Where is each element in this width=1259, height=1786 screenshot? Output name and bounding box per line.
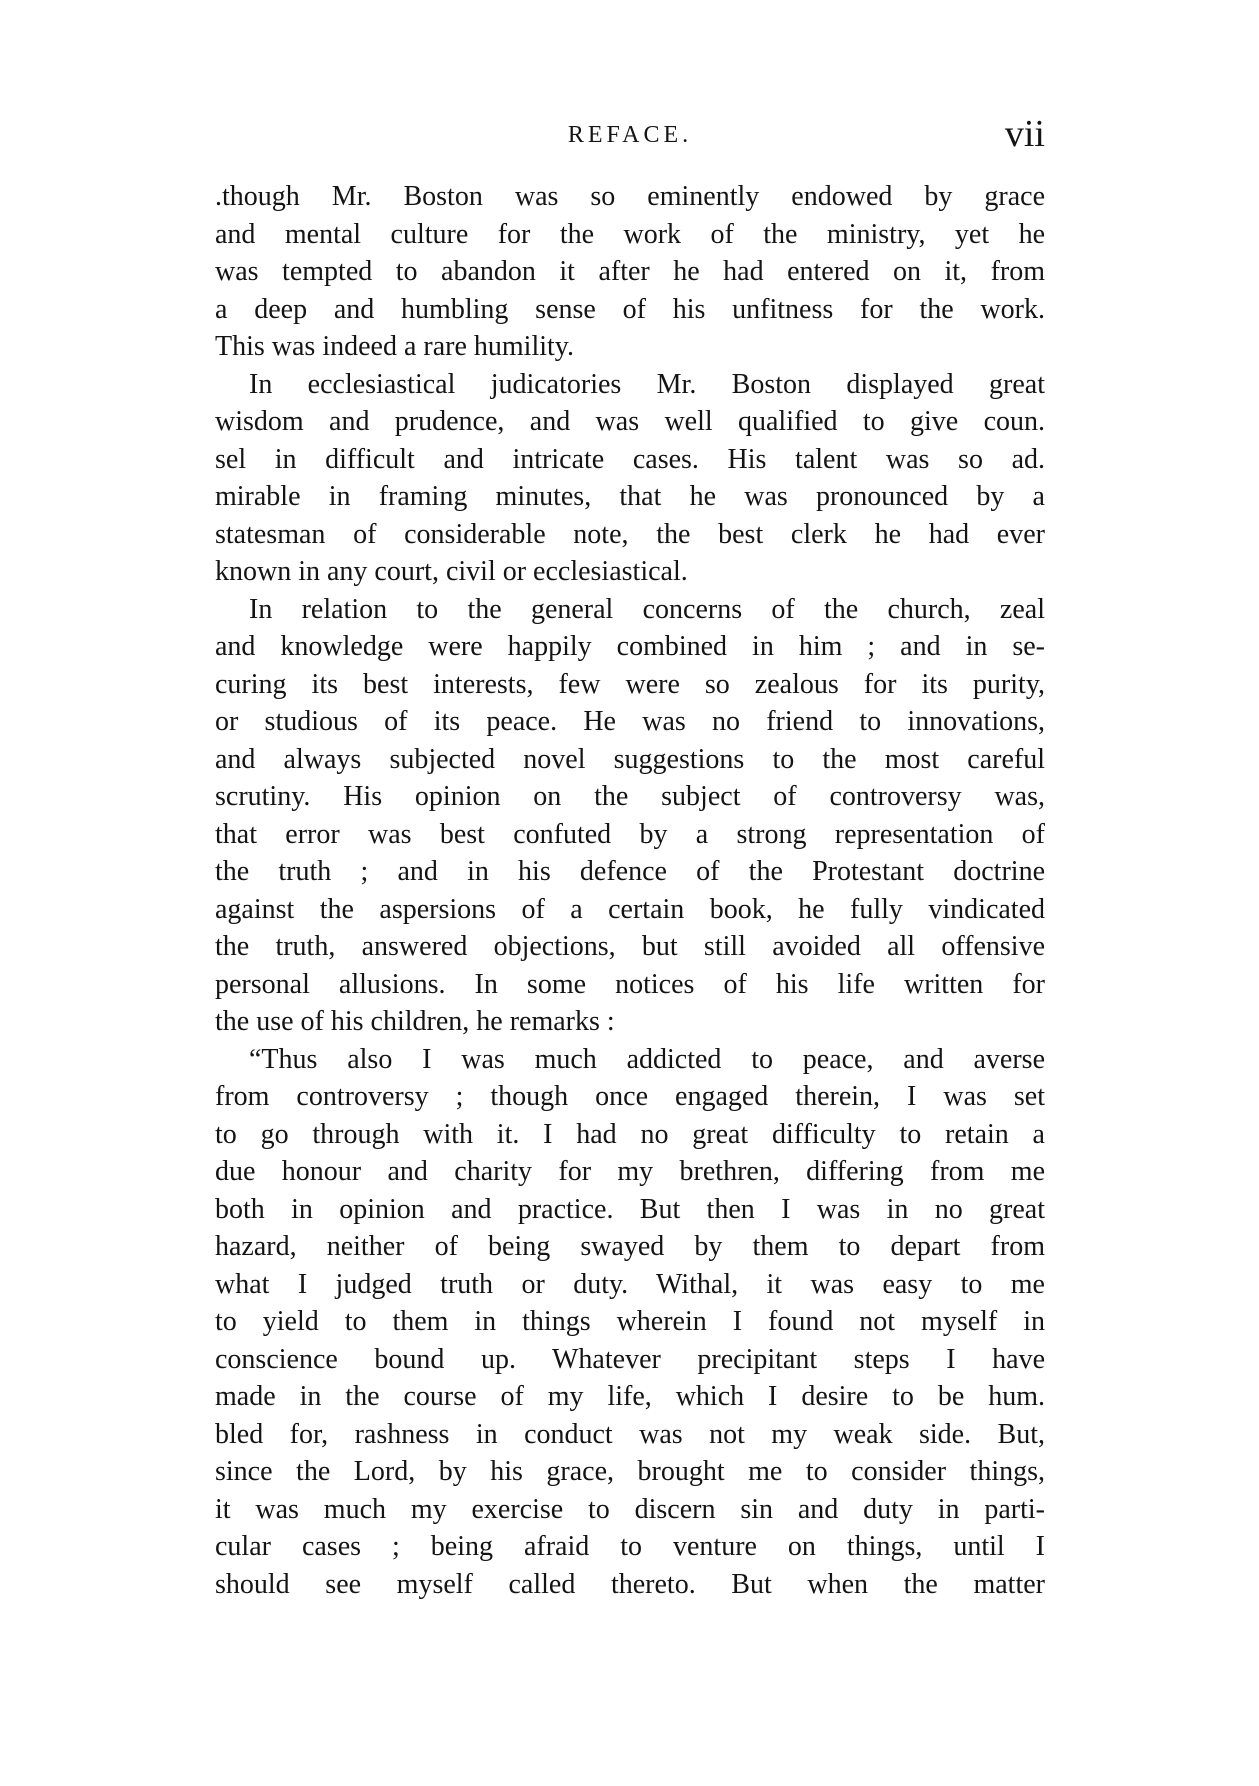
text-line: it was much my exercise to discern sin and duty in parti-	[215, 1493, 1045, 1525]
text-line: scrutiny. His opinion on the subject of controversy was,	[215, 781, 1045, 812]
text-line: mirable in framing minutes, that he was pronounced by a	[215, 481, 1045, 512]
text-line: both in opinion and practice. But then I was in no great	[215, 1193, 1045, 1225]
text-line: what I judged truth or duty. Withal, it was easy to me	[215, 1268, 1045, 1300]
text-line: should see myself called thereto. But when the matter	[215, 1568, 1045, 1600]
text-line: the truth, answered objections, but still avoided all offensive	[215, 931, 1045, 962]
text-line: bled for, rashness in conduct was not my weak side. But,	[215, 1418, 1045, 1450]
paragraph-1	[215, 178, 1045, 366]
text-line: from controversy ; though once engaged therein, I was set	[215, 1081, 1045, 1112]
text-line: and knowledge were happily combined in him ; and in se-	[215, 631, 1045, 662]
text-line: “Thus also I was much addicted to peace, and averse	[249, 1043, 1045, 1075]
text-line: to go through with it. I had no great difficulty to retain a	[215, 1118, 1045, 1150]
text-line: In relation to the general concerns of the church, zeal	[249, 593, 1045, 625]
text-line: In ecclesiastical judicatories Mr. Boston displayed great	[249, 368, 1045, 400]
text-line: the use of his children, he remarks :	[215, 1006, 615, 1037]
text-line: statesman of considerable note, the best clerk he had ever	[215, 518, 1045, 550]
paragraph-4-quotation	[215, 1041, 1045, 1604]
text-line: .though Mr. Boston was so eminently endowed by grace	[215, 181, 1045, 212]
text-line: due honour and charity for my brethren, differing from me	[215, 1156, 1045, 1187]
text-line: curing its best interests, few were so zealous for its purity,	[215, 668, 1045, 700]
text-line: since the Lord, by his grace, brought me to consider things,	[215, 1456, 1045, 1487]
text-line: a deep and humbling sense of his unfitness for the work.	[215, 293, 1045, 325]
text-line: and always subjected novel suggestions to the most careful	[215, 743, 1045, 775]
text-line: known in any court, civil or ecclesiastical.	[215, 556, 688, 587]
text-line: sel in difficult and intricate cases. His talent was so ad.	[215, 443, 1045, 475]
paragraph-3	[215, 591, 1045, 1041]
paragraph-2	[215, 366, 1045, 591]
text-line: and mental culture for the work of the ministry, yet he	[215, 218, 1045, 250]
text-line: against the aspersions of a certain book, he fully vindicated	[215, 893, 1045, 925]
text-line: hazard, neither of being swayed by them to depart from	[215, 1231, 1045, 1262]
text-line: or studious of its peace. He was no friend to innovations,	[215, 706, 1045, 737]
running-title: REFACE.	[567, 122, 693, 148]
text-line: that error was best confuted by a strong representation of	[215, 818, 1045, 850]
text-line: personal allusions. In some notices of his life written for	[215, 968, 1045, 1000]
text-line: wisdom and prudence, and was well qualified to give coun.	[215, 406, 1045, 437]
text-line: was tempted to abandon it after he had entered on it, from	[215, 256, 1045, 287]
body-text	[215, 178, 1045, 1603]
text-line: made in the course of my life, which I desire to be hum.	[215, 1381, 1045, 1412]
text-line: to yield to them in things wherein I found not myself in	[215, 1306, 1045, 1337]
page-number: vii	[1004, 113, 1045, 155]
text-line: conscience bound up. Whatever precipitant steps I have	[215, 1343, 1045, 1375]
text-line: This was indeed a rare humility.	[215, 331, 574, 362]
text-line: cular cases ; being afraid to venture on things, until I	[215, 1531, 1045, 1562]
running-head	[215, 112, 1045, 162]
text-line: the truth ; and in his defence of the Protestant doctrine	[215, 856, 1045, 887]
